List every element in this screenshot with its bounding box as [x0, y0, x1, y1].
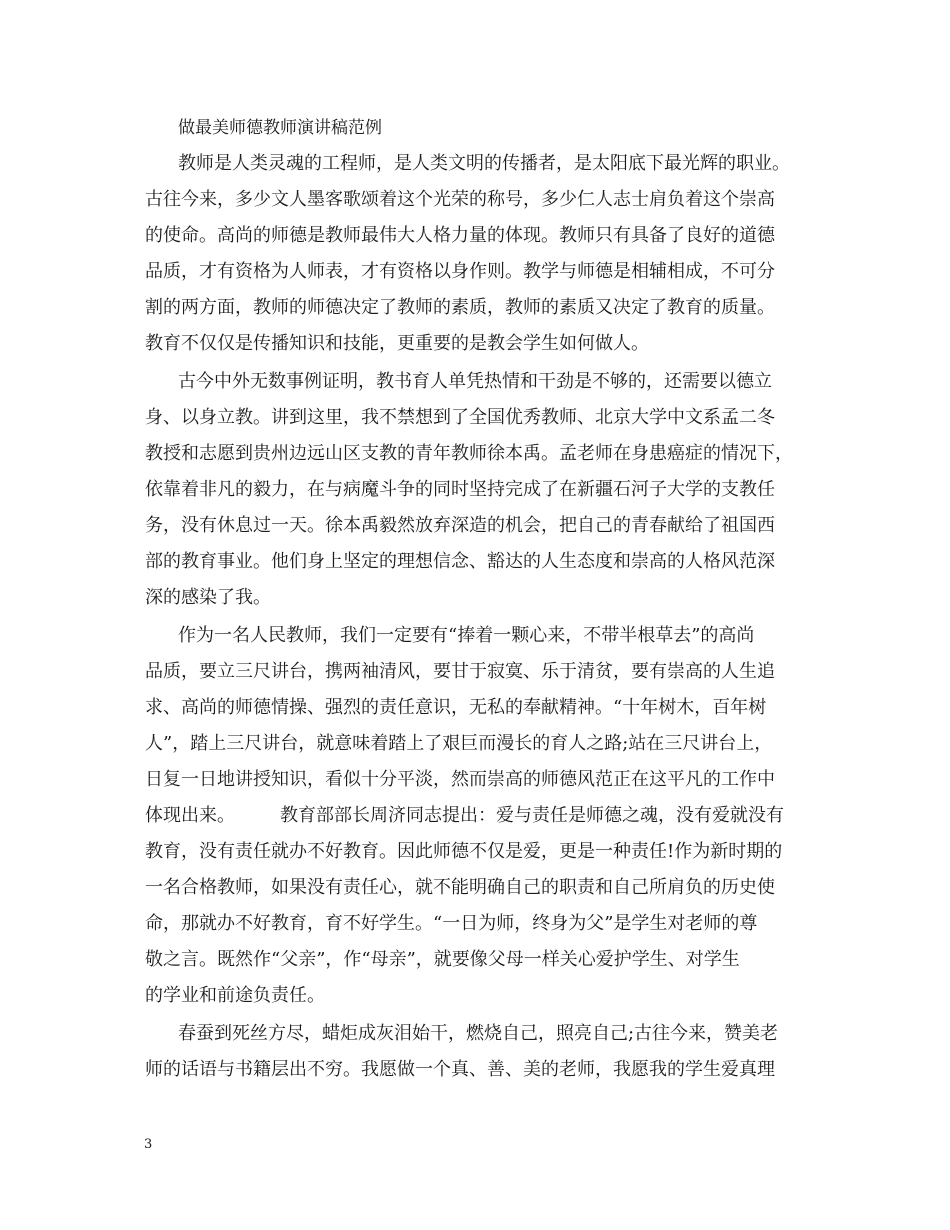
- paragraph-3-line-3: 求、高尚的师德情操、强烈的责任意识，无私的奉献精神。“十年树木，百年树: [145, 697, 767, 718]
- paragraph-3-line-11: 的学业和前途负责任。: [145, 985, 325, 1006]
- paragraph-1-line-3: 的使命。高尚的师德是教师最伟大人格力量的体现。教师只有具备了良好的道德: [145, 225, 775, 246]
- paragraph-2-line-4: 依靠着非凡的毅力，在与病魔斗争的同时坚持完成了在新疆石河子大学的支教任: [145, 479, 775, 500]
- paragraph-3-line-8: 一名合格教师，如果没有责任心，就不能明确自己的职责和自己所肩负的历史使: [145, 877, 775, 898]
- paragraph-1-line-4: 品质，才有资格为人师表，才有资格以身作则。教学与师德是相辅相成，不可分: [145, 261, 775, 282]
- paragraph-2-line-3: 教授和志愿到贵州边远山区支教的青年教师徐本禹。孟老师在身患癌症的情况下，: [145, 443, 793, 464]
- paragraph-3-line-4: 人”，踏上三尺讲台，就意味着踏上了艰巨而漫长的育人之路;站在三尺讲台上，: [145, 733, 773, 754]
- paragraph-4-line-1: 春蚕到死丝方尽，蜡炬成灰泪始干，燃烧自己，照亮自己;古往今来，赞美老: [178, 1023, 779, 1044]
- paragraph-2-line-5: 务，没有休息过一天。徐本禹毅然放弃深造的机会，把自己的青春献给了祖国西: [145, 515, 775, 536]
- paragraph-3-line-5: 日复一日地讲授知识，看似十分平淡，然而崇高的师德风范正在这平凡的工作中: [145, 769, 775, 790]
- document-title: 做最美师德教师演讲稿范例: [178, 118, 382, 138]
- paragraph-3-line-6: 体现出来。 教育部部长周济同志提出：爱与责任是师德之魂，没有爱就没有: [145, 805, 784, 826]
- paragraph-1-line-5: 割的两方面，教师的师德决定了教师的素质，教师的素质又决定了教育的质量。: [145, 297, 775, 318]
- page-number: 3: [144, 1137, 153, 1152]
- paragraph-1-line-1: 教师是人类灵魂的工程师，是人类文明的传播者，是太阳底下最光辉的职业。: [178, 153, 790, 174]
- paragraph-4-line-2: 师的话语与书籍层出不穷。我愿做一个真、善、美的老师，我愿我的学生爱真理: [145, 1059, 775, 1080]
- paragraph-2-line-2: 身、以身立教。讲到这里，我不禁想到了全国优秀教师、北京大学中文系孟二冬: [145, 407, 775, 428]
- paragraph-2-line-6: 部的教育事业。他们身上坚定的理想信念、豁达的人生态度和崇高的人格风范深: [145, 551, 775, 572]
- paragraph-3-line-2: 品质，要立三尺讲台，携两袖清风，要甘于寂寞、乐于清贫，要有崇高的人生追: [145, 661, 775, 682]
- paragraph-2-line-7: 深的感染了我。: [145, 587, 271, 608]
- paragraph-3-line-9: 命，那就办不好教育，育不好学生。“一日为师，终身为父”是学生对老师的尊: [145, 913, 758, 934]
- paragraph-3-line-10: 敬之言。既然作“父亲”，作“母亲”，就要像父母一样关心爱护学生、对学生: [145, 949, 740, 970]
- paragraph-1-line-2: 古往今来，多少文人墨客歌颂着这个光荣的称号，多少仁人志士肩负着这个崇高: [145, 189, 775, 210]
- paragraph-1-line-6: 教育不仅仅是传播知识和技能，更重要的是教会学生如何做人。: [145, 333, 649, 354]
- paragraph-2-line-1: 古今中外无数事例证明，教书育人单凭热情和干劲是不够的，还需要以德立: [178, 371, 772, 392]
- paragraph-3-line-1: 作为一名人民教师，我们一定要有“捧着一颗心来，不带半根草去”的高尚: [178, 625, 755, 646]
- paragraph-3-line-7: 教育，没有责任就办不好教育。因此师德不仅是爱，更是一种责任!作为新时期的: [145, 841, 783, 862]
